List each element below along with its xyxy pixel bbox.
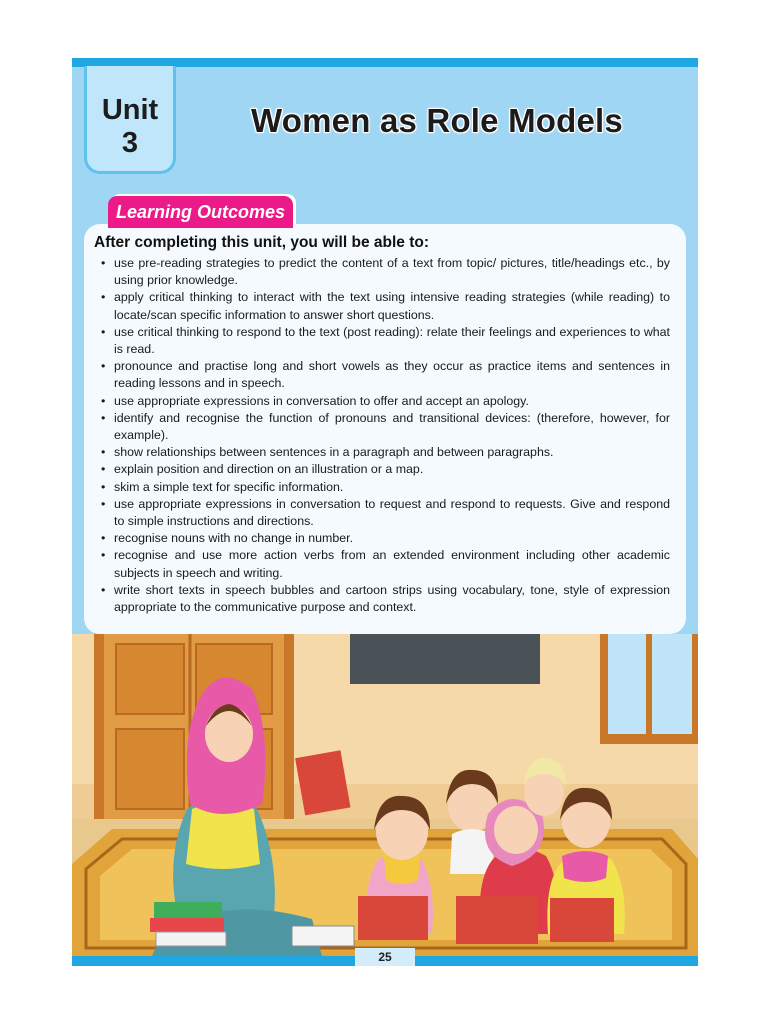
unit-number: 3 xyxy=(121,127,139,159)
outcome-item: • use appropriate expressions in conversation to offer and accept an apology. xyxy=(94,393,670,410)
outcomes-list xyxy=(94,255,670,616)
outcome-item: • use appropriate expressions in conversation to request and respond to requests. Give and respond to simple instructions and directions. xyxy=(94,496,670,530)
outcome-item: • write short texts in speech bubbles and cartoon strips using vocabulary, tone, style of expression appropriate to the communicative purpose and context. xyxy=(94,582,670,616)
outcome-item: • use pre-reading strategies to predict the content of a text from topic/ pictures, title/headings etc., by using prior knowledge. xyxy=(94,255,670,289)
blackboard xyxy=(350,634,540,684)
outcome-item: • recognise nouns with no change in number. xyxy=(94,530,670,547)
unit-title: Women as Role Models xyxy=(251,102,623,139)
unit-label: Unit xyxy=(101,94,159,126)
unit-badge xyxy=(84,66,176,174)
textbook-page xyxy=(72,58,698,966)
window-illustration xyxy=(600,634,698,744)
outcome-item: • identify and recognise the function of pronouns and transitional devices: (therefore, however, for example). xyxy=(94,410,670,444)
book-stack xyxy=(150,902,226,946)
outcome-item: • explain position and direction on an illustration or a map. xyxy=(94,461,670,478)
outcome-item: • pronounce and practise long and short vowels as they occur as practice items and sentences in reading lessons and in speech. xyxy=(94,358,670,392)
classroom-illustration xyxy=(72,634,698,956)
page-number: 25 xyxy=(355,948,415,966)
outcome-item: • recognise and use more action verbs from an extended environment including other academic subjects in speech and writing. xyxy=(94,547,670,581)
outcome-item: • apply critical thinking to interact with the text using intensive reading strategies (while reading) to locate/scan specific information to answer short questions. xyxy=(94,289,670,323)
learning-outcomes-panel xyxy=(84,224,686,634)
outcomes-intro: After completing this unit, you will be able to: xyxy=(94,234,429,251)
outcome-item: • show relationships between sentences in a paragraph and between paragraphs. xyxy=(94,444,670,461)
outcome-item: • skim a simple text for specific information. xyxy=(94,479,670,496)
outcome-item: • use critical thinking to respond to the text (post reading): relate their feelings and experiences to what is read. xyxy=(94,324,670,358)
book-on-rug xyxy=(292,926,354,946)
learning-outcomes-tab: Learning Outcomes xyxy=(108,196,293,228)
